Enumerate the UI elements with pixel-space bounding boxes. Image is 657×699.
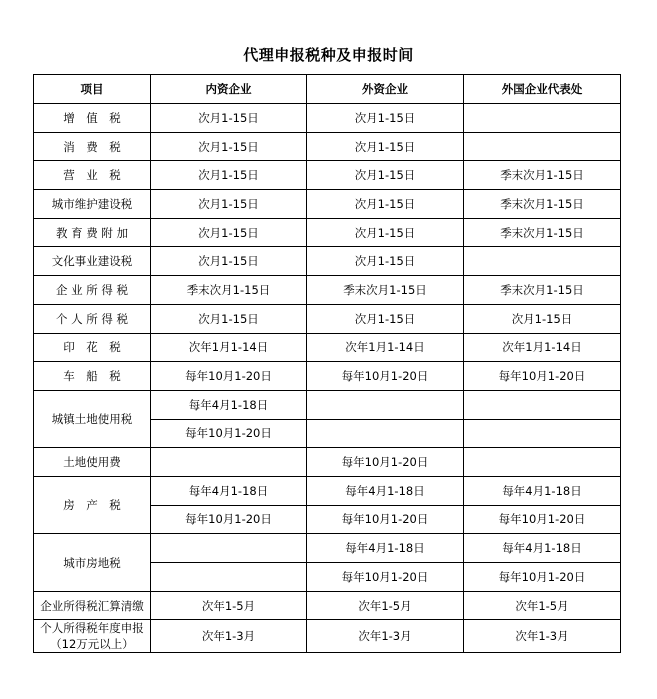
cell-foreign: 次年1-3月 [307,620,464,653]
cell-domestic: 每年10月1-20日 [151,419,307,448]
cell-foreign: 次月1-15日 [307,104,464,133]
cell-rep-office: 季末次月1-15日 [464,161,621,190]
cell-rep-office: 每年10月1-20日 [464,563,621,592]
cell-domestic: 次月1-15日 [151,132,307,161]
cell-domestic: 次年1-3月 [151,620,307,653]
cell-foreign: 次年1月1-14日 [307,333,464,362]
cell-rep-office [464,104,621,133]
cell-foreign: 季末次月1-15日 [307,276,464,305]
header-foreign-rep-office: 外国企业代表处 [464,75,621,104]
cell-domestic: 每年4月1-18日 [151,476,307,505]
cell-domestic: 每年10月1-20日 [151,505,307,534]
cell-foreign: 每年10月1-20日 [307,362,464,391]
cell-rep-office [464,132,621,161]
cell-domestic: 次月1-15日 [151,247,307,276]
table-row [34,276,621,305]
cell-rep-office: 季末次月1-15日 [464,218,621,247]
cell-foreign: 次月1-15日 [307,161,464,190]
cell-domestic: 每年10月1-20日 [151,362,307,391]
cell-domestic: 每年4月1-18日 [151,390,307,419]
row-label: 消 费 税 [34,132,151,161]
cell-foreign: 次月1-15日 [307,247,464,276]
page-title: 代理申报税种及申报时间 [243,46,414,64]
table-row [34,620,621,653]
row-label: 车 船 税 [34,362,151,391]
table-header-row [34,75,621,104]
cell-domestic: 次月1-15日 [151,218,307,247]
cell-foreign [307,390,464,419]
tax-schedule-table [33,74,621,653]
table-row [34,132,621,161]
cell-rep-office: 每年10月1-20日 [464,362,621,391]
cell-domestic: 季末次月1-15日 [151,276,307,305]
row-label: 企 业 所 得 税 [34,276,151,305]
table-row [34,476,621,505]
cell-rep-office: 每年10月1-20日 [464,505,621,534]
cell-rep-office [464,448,621,477]
row-label: 房 产 税 [34,476,151,533]
table-row [34,362,621,391]
table-row [34,190,621,219]
cell-rep-office: 次年1-3月 [464,620,621,653]
header-item: 项目 [34,75,151,104]
row-label: 企业所得税汇算清缴 [34,591,151,620]
cell-rep-office: 季末次月1-15日 [464,190,621,219]
cell-foreign: 次月1-15日 [307,304,464,333]
cell-foreign [307,419,464,448]
cell-foreign: 次月1-15日 [307,218,464,247]
table-row [34,390,621,419]
row-label-line2: （12万元以上） [50,637,134,652]
row-label: 教 育 费 附 加 [34,218,151,247]
cell-foreign: 每年10月1-20日 [307,505,464,534]
cell-domestic: 次月1-15日 [151,161,307,190]
table-row [34,218,621,247]
table-row [34,333,621,362]
table-row [34,448,621,477]
table-row [34,591,621,620]
header-domestic-enterprise: 内资企业 [151,75,307,104]
row-label: 城市房地税 [34,534,151,591]
cell-rep-office [464,419,621,448]
cell-domestic [151,534,307,563]
table-row [34,304,621,333]
cell-foreign: 次年1-5月 [307,591,464,620]
cell-domestic [151,563,307,592]
cell-domestic: 次月1-15日 [151,104,307,133]
cell-foreign: 次月1-15日 [307,190,464,219]
table-row [34,534,621,563]
row-label: 城市维护建设税 [34,190,151,219]
table-row [34,161,621,190]
cell-domestic: 次年1-5月 [151,591,307,620]
row-label: 文化事业建设税 [34,247,151,276]
table-row [34,104,621,133]
cell-foreign: 次月1-15日 [307,132,464,161]
row-label: 城镇土地使用税 [34,390,151,447]
cell-rep-office: 次年1月1-14日 [464,333,621,362]
cell-rep-office: 次月1-15日 [464,304,621,333]
cell-rep-office [464,247,621,276]
cell-foreign: 每年4月1-18日 [307,534,464,563]
cell-rep-office [464,390,621,419]
row-label: 土地使用费 [34,448,151,477]
cell-domestic: 次月1-15日 [151,190,307,219]
header-foreign-enterprise: 外资企业 [307,75,464,104]
row-label: 增 值 税 [34,104,151,133]
cell-rep-office: 每年4月1-18日 [464,476,621,505]
cell-foreign: 每年10月1-20日 [307,563,464,592]
cell-foreign: 每年4月1-18日 [307,476,464,505]
cell-domestic [151,448,307,477]
cell-rep-office: 每年4月1-18日 [464,534,621,563]
cell-domestic: 次月1-15日 [151,304,307,333]
cell-rep-office: 季末次月1-15日 [464,276,621,305]
table-row [34,247,621,276]
row-label: 个 人 所 得 税 [34,304,151,333]
cell-domestic: 次年1月1-14日 [151,333,307,362]
cell-foreign: 每年10月1-20日 [307,448,464,477]
row-label-line1: 个人所得税年度申报 [40,621,144,636]
row-label: 印 花 税 [34,333,151,362]
row-label [34,620,151,653]
cell-rep-office: 次年1-5月 [464,591,621,620]
row-label: 营 业 税 [34,161,151,190]
